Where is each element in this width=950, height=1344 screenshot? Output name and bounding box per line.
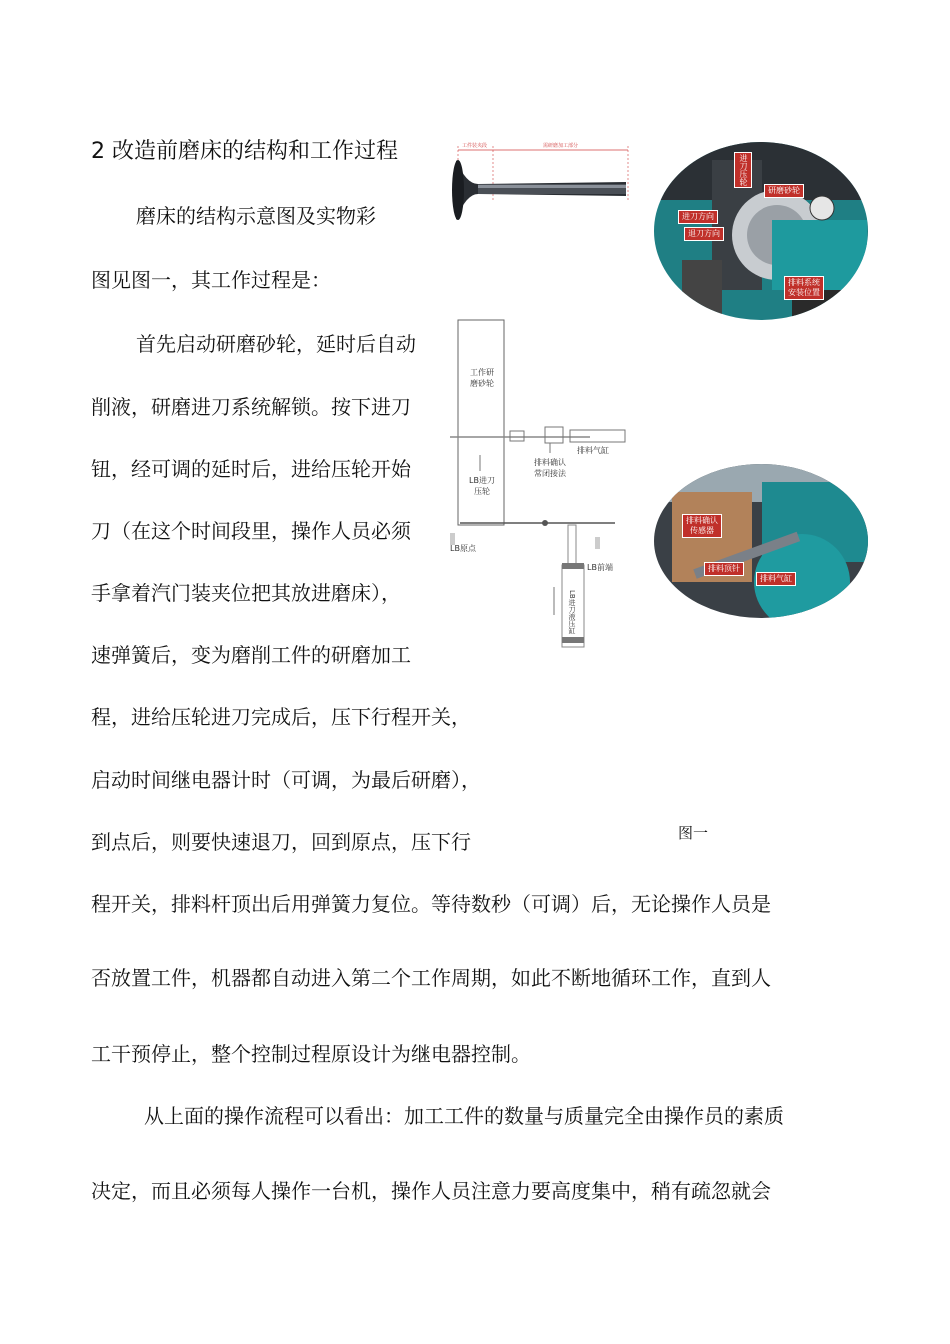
front-end-label: LB前端 [587, 563, 613, 572]
paragraph-line: 首先启动研磨砂轮，延时后自动 [136, 332, 416, 356]
machine-photo-top [652, 140, 870, 322]
photo-label-grinding-wheel: 研磨砂轮 [764, 184, 804, 198]
hydraulic-cylinder-label: LB进刀液压缸 [568, 590, 576, 634]
origin-label: LB原点 [450, 544, 476, 553]
valve-label-clamp: 工件装夹段 [462, 143, 488, 149]
valve-label-grind: 需研磨加工部分 [543, 143, 579, 149]
paragraph-line: 刀（在这个时间段里，操作人员必须 [91, 519, 411, 543]
paragraph-line: 否放置工件，机器都自动进入第二个工作周期，如此不断地循环工作，直到人 [91, 966, 771, 990]
paragraph-line: 工干预停止，整个控制过程原设计为继电器控制。 [91, 1042, 531, 1066]
photo-label-retract-direction: 退刀方向 [684, 227, 724, 241]
machine-schematic [450, 315, 630, 655]
paragraph-line: 程，进给压轮进刀完成后，压下行程开关， [91, 705, 471, 729]
section-heading: 2 改造前磨床的结构和工作过程 [91, 139, 398, 164]
photo-label-press-wheel: 进刀压轮 [734, 152, 752, 188]
paragraph-line: 削液，研磨进刀系统解锁。按下进刀 [91, 395, 411, 419]
discharge-confirm-label: 排料确认 常闭接法 [534, 458, 566, 478]
photo-label-discharge-system: 排料系统 安装位置 [784, 276, 824, 300]
paragraph-line: 到点后，则要快速退刀，回到原点，压下行 [91, 830, 471, 854]
machine-photo-bottom [652, 462, 870, 620]
paragraph-line: 手拿着汽门装夹位把其放进磨床）， [91, 581, 401, 605]
paragraph-line: 图见图一，其工作过程是： [91, 268, 331, 292]
paragraph-line: 磨床的结构示意图及实物彩 [136, 204, 376, 228]
figure-caption: 图一 [678, 824, 709, 842]
paragraph-line: 决定，而且必须每人操作一台机，操作人员注意力要高度集中，稍有疏忽就会 [91, 1179, 771, 1203]
paragraph-line: 启动时间继电器计时（可调，为最后研磨）， [91, 768, 481, 792]
photo-label-ejector-pin: 排料顶针 [704, 562, 744, 576]
photo-label-feed-direction: 进刀方向 [678, 210, 718, 224]
paragraph-line: 速弹簧后，变为磨削工件的研磨加工 [91, 643, 411, 667]
paragraph-line: 程开关，排料杆顶出后用弹簧力复位。等待数秒（可调）后，无论操作人员是 [91, 892, 771, 916]
photo-label-discharge-cylinder: 排料气缸 [756, 572, 796, 586]
photo-label-discharge-sensor: 排料确认 传感器 [682, 514, 722, 538]
valve-diagram [448, 140, 633, 234]
discharge-cylinder-label: 排料气缸 [577, 446, 609, 455]
press-wheel-label: LB进刀 压轮 [469, 476, 495, 496]
grinding-wheel-label: 工作研 磨砂轮 [470, 368, 494, 388]
paragraph-line: 钮，经可调的延时后，进给压轮开始 [91, 457, 411, 481]
paragraph-line: 从上面的操作流程可以看出：加工工件的数量与质量完全由操作员的素质 [144, 1104, 784, 1128]
